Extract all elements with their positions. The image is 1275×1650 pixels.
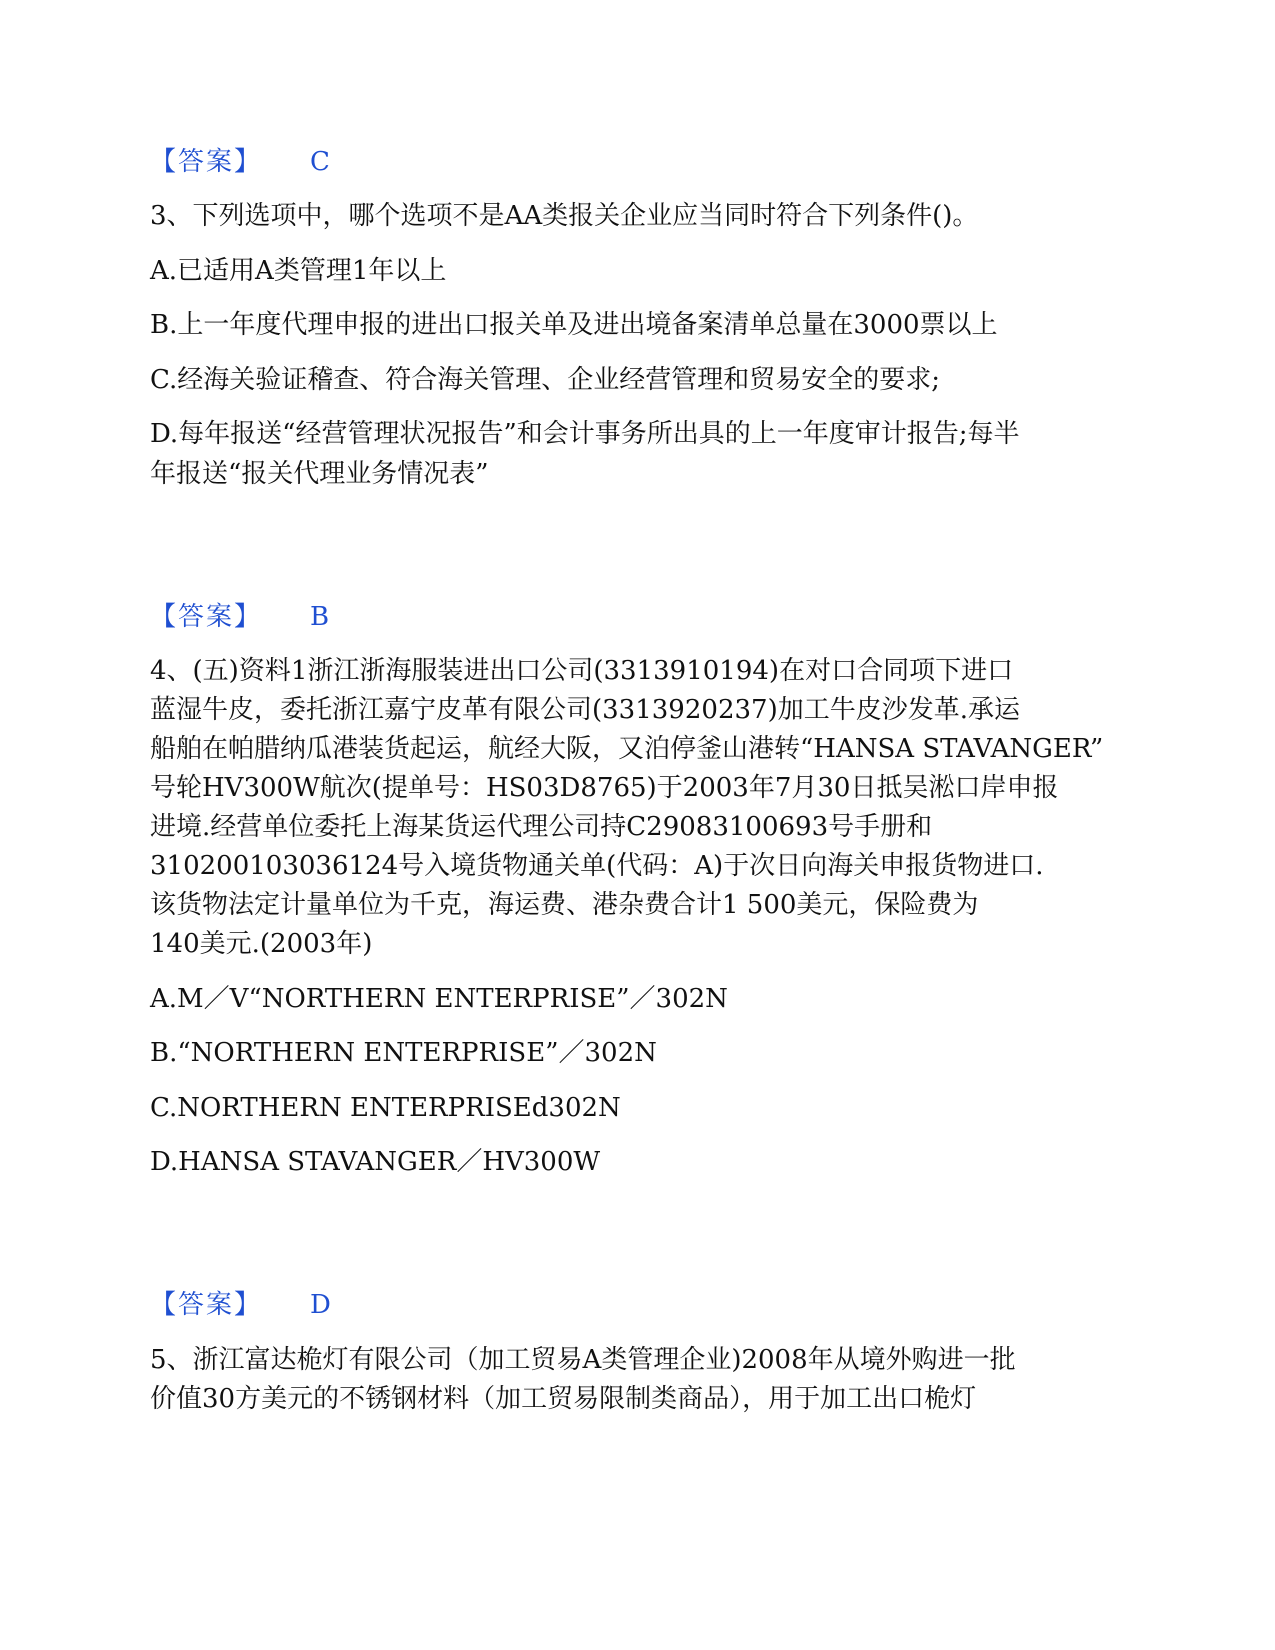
q5-stem-line: 5、浙江富达桅灯有限公司（加工贸易A类管理企业)2008年从境外购进一批 — [150, 1345, 1016, 1375]
q3-option-a: A.已适用A类管理1年以上 — [150, 256, 447, 286]
q4-stem-line: 进境.经营单位委托上海某货运代理公司持C29083100693号手册和 — [150, 812, 933, 842]
answer-letter: B — [310, 602, 330, 632]
q5-stem-line: 价值30方美元的不锈钢材料（加工贸易限制类商品），用于加工出口桅灯 — [150, 1384, 977, 1414]
q4-stem-line: 船舶在帕腊纳瓜港装货起运，航经大阪，又泊停釜山港转“HANSA STAVANGER” — [150, 734, 1104, 764]
q4-stem-line: 该货物法定计量单位为千克，海运费、港杂费合计1 500美元，保险费为 — [150, 890, 979, 920]
q2-answer — [150, 142, 330, 182]
q3-answer — [150, 597, 330, 637]
q4-stem-line: 蓝湿牛皮，委托浙江嘉宁皮革有限公司(3313920237)加工牛皮沙发革.承运 — [150, 695, 1020, 725]
q4-option-b: B.“NORTHERN ENTERPRISE”／302N — [150, 1038, 657, 1068]
answer-label: 【答案】 — [150, 602, 263, 632]
answer-letter: C — [310, 147, 330, 177]
q4-option-c: C.NORTHERN ENTERPRISEd302N — [150, 1093, 621, 1123]
q4-option-d: D.HANSA STAVANGER／HV300W — [150, 1147, 601, 1177]
q4-stem-line: 140美元.(2003年) — [150, 929, 373, 959]
q3-option-b: B.上一年度代理申报的进出口报关单及进出境备案清单总量在3000票以上 — [150, 310, 998, 340]
q3-option-d-continued: 年报送“报关代理业务情况表” — [150, 459, 489, 489]
q4-stem-line: 4、(五)资料1浙江浙海服装进出口公司(3313910194)在对口合同项下进口 — [150, 656, 1014, 686]
q4-stem-line: 310200103036124号入境货物通关单(代码：A)于次日向海关申报货物进口. — [150, 851, 1044, 881]
q4-answer — [150, 1285, 331, 1325]
q3-option-d: D.每年报送“经营管理状况报告”和会计事务所出具的上一年度审计报告;每半 — [150, 419, 1020, 449]
q3-option-c: C.经海关验证稽查、符合海关管理、企业经营管理和贸易安全的要求; — [150, 365, 940, 395]
q4-option-a: A.M／V“NORTHERN ENTERPRISE”／302N — [150, 984, 728, 1014]
answer-letter: D — [310, 1290, 331, 1320]
q4-stem-line: 号轮HV300W航次(提单号：HS03D8765)于2003年7月30日抵吴淞口岸申报 — [150, 773, 1059, 803]
q3-stem: 3、下列选项中，哪个选项不是AA类报关企业应当同时符合下列条件()。 — [150, 201, 979, 231]
answer-label: 【答案】 — [150, 147, 263, 177]
answer-label: 【答案】 — [150, 1290, 263, 1320]
